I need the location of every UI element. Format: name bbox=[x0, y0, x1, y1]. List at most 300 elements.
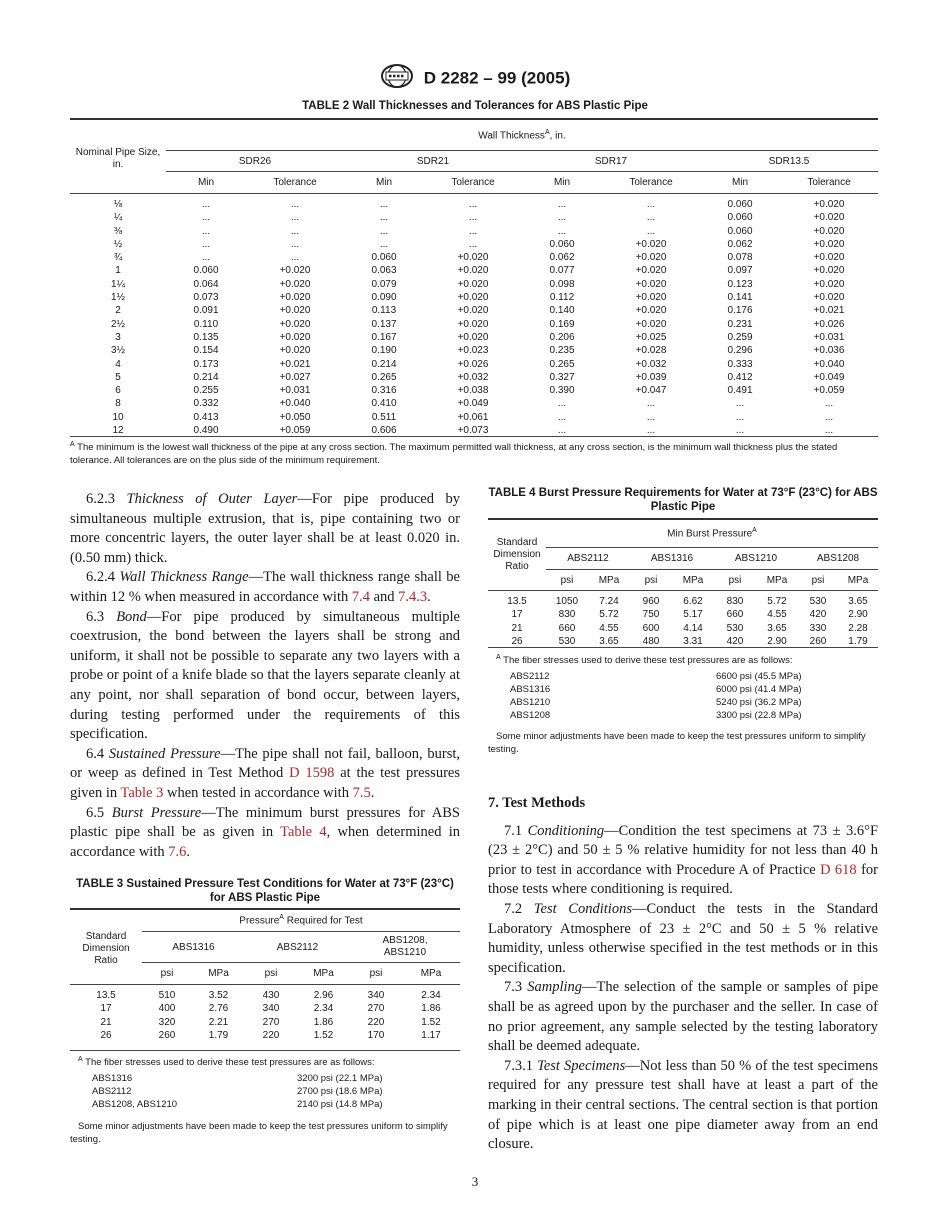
para-6-4: 6.4 Sustained Pressure—The pipe shall not fail, balloon, burst, or weep as defined in Test Method D 1598 at the test pressures given in Table 3 when tested in accordance with 7.5. bbox=[70, 745, 460, 801]
table3-unit: psi bbox=[142, 963, 192, 985]
table-row bbox=[70, 397, 878, 410]
table-row bbox=[70, 211, 878, 224]
table4-footnote: $^A$ The fiber stresses used to derive these test pressures are as follows: bbox=[488, 647, 878, 667]
table-cell: 4.55 bbox=[599, 622, 619, 634]
table-row bbox=[70, 194, 878, 212]
table-row bbox=[488, 608, 878, 621]
table-cell: 0.412 bbox=[727, 371, 753, 383]
table-cell: 2.34 bbox=[313, 1003, 334, 1015]
fiber-grade: ABS1210 bbox=[510, 697, 551, 708]
table-cell: 220 bbox=[367, 1016, 385, 1028]
table4-col-header: ABS2112 bbox=[546, 548, 630, 570]
table-cell: 330 bbox=[809, 622, 827, 634]
table-cell: 430 bbox=[262, 990, 280, 1001]
table-cell: 0.135 bbox=[193, 331, 219, 343]
table-cell: 0.176 bbox=[727, 305, 753, 317]
row-label: 26 bbox=[511, 635, 523, 647]
para-7-3-1: 7.3.1 Test Specimens—Not less than 50 % of the test specimens required for any pressure test shall have at least a part of the marking in their central sections. The central section is that portion of pipe which is at least one pipe diameter away from an end closure. bbox=[488, 1057, 878, 1153]
table-cell: 0.606 bbox=[371, 425, 397, 437]
table-cell: +0.020 bbox=[279, 345, 311, 357]
table-cell: 0.062 bbox=[727, 238, 753, 250]
table-cell: 0.316 bbox=[371, 385, 397, 397]
row-label: 1½ bbox=[111, 292, 125, 304]
table-cell: 510 bbox=[158, 990, 176, 1001]
table-cell: 0.060 bbox=[727, 199, 753, 210]
table-cell: 0.090 bbox=[371, 292, 397, 304]
table-cell: 0.113 bbox=[371, 305, 397, 317]
table-cell: +0.020 bbox=[279, 292, 311, 304]
table3-col-header: ABS1208, ABS1210 bbox=[350, 932, 460, 963]
table-cell: +0.020 bbox=[813, 252, 845, 264]
table-cell: +0.050 bbox=[279, 411, 311, 423]
table-cell: 400 bbox=[158, 1003, 176, 1015]
table-cell: 0.154 bbox=[193, 345, 219, 357]
table-cell: +0.020 bbox=[813, 225, 845, 237]
table4-note: Some minor adjustments have been made to keep the test pressures uniform to simplify testing. bbox=[488, 731, 866, 755]
page-number: 3 bbox=[471, 1174, 479, 1189]
para-6-5: 6.5 Burst Pressure—The minimum burst pressures for ABS plastic pipe shall be as given in Table 4, when determined in accordance with 7.6. bbox=[70, 804, 460, 860]
table-cell: 0.167 bbox=[371, 331, 397, 343]
table-cell: 0.235 bbox=[549, 345, 575, 357]
table-cell: 0.413 bbox=[193, 411, 219, 423]
table-cell: +0.020 bbox=[457, 278, 489, 290]
table4-unit: psi bbox=[798, 570, 838, 591]
table-cell: +0.020 bbox=[635, 305, 667, 317]
ref-link[interactable]: D 1598 bbox=[289, 765, 335, 782]
table-cell: ... bbox=[824, 425, 834, 437]
table-cell: ... bbox=[468, 238, 478, 250]
table-cell: 530 bbox=[558, 635, 576, 647]
table-cell: 960 bbox=[642, 596, 660, 607]
table-cell: 1050 bbox=[555, 596, 579, 607]
row-label: 26 bbox=[100, 1029, 112, 1041]
fiber-stress-value: 3300 psi (22.8 MPa) bbox=[716, 710, 802, 721]
table-cell: 0.491 bbox=[727, 385, 753, 397]
table-cell: 0.490 bbox=[193, 425, 219, 437]
ref-link[interactable]: D 618 bbox=[820, 861, 857, 878]
table-cell: ... bbox=[201, 199, 211, 210]
row-label: 2 bbox=[115, 305, 121, 317]
table-cell: 0.097 bbox=[727, 265, 753, 277]
table-cell: 2.96 bbox=[313, 990, 334, 1001]
table-cell: 0.077 bbox=[549, 265, 575, 277]
table-cell: ... bbox=[557, 411, 567, 423]
fiber-stress-value: 6000 psi (41.4 MPa) bbox=[716, 684, 802, 695]
table2-sub-header: Min bbox=[522, 172, 602, 194]
para-7-1: 7.1 Conditioning—Condition the test specimens at 73 ± 3.6°F (23 ± 2°C) and 50 ± 5 % relative humidity for not less than 40 h prior to test in accordance with Procedure A of Practice D 618 for those tests where conditioning is required. bbox=[488, 822, 879, 898]
table-cell: ... bbox=[290, 212, 300, 224]
table-cell: 0.123 bbox=[727, 278, 753, 290]
table-cell: +0.020 bbox=[813, 278, 845, 290]
table-row bbox=[70, 1029, 460, 1043]
row-label: 17 bbox=[100, 1003, 112, 1015]
table-cell: ... bbox=[290, 252, 300, 264]
table2-sub-header: Min bbox=[344, 172, 424, 194]
table-cell: +0.020 bbox=[457, 252, 489, 264]
table-cell: 0.206 bbox=[549, 331, 575, 343]
table-cell: 0.214 bbox=[371, 358, 397, 370]
table-cell: 3.65 bbox=[599, 635, 619, 647]
table3-unit: psi bbox=[350, 963, 402, 985]
table4-unit: MPa bbox=[756, 570, 798, 591]
table-cell: 220 bbox=[262, 1029, 280, 1041]
table-cell: +0.020 bbox=[813, 292, 845, 304]
table-cell: 2.90 bbox=[848, 609, 868, 621]
table-cell: 2.76 bbox=[208, 1003, 229, 1015]
row-label: 1¼ bbox=[111, 278, 125, 290]
table-row bbox=[70, 264, 878, 277]
table-cell: +0.031 bbox=[279, 385, 311, 397]
table-cell: 4.14 bbox=[683, 622, 703, 634]
table2-title: TABLE 2 Wall Thicknesses and Tolerances for ABS Plastic Pipe bbox=[302, 100, 648, 112]
table2-sub-header: Min bbox=[166, 172, 246, 194]
table-cell: 340 bbox=[367, 990, 385, 1001]
table-cell: ... bbox=[290, 238, 300, 250]
table-cell: 1.79 bbox=[208, 1029, 229, 1041]
row-label: 17 bbox=[511, 609, 523, 621]
table-cell: 0.112 bbox=[549, 292, 575, 304]
table-cell: 480 bbox=[642, 635, 660, 647]
table-cell: ... bbox=[201, 238, 211, 250]
table3-col-header: ABS1316 bbox=[142, 932, 245, 963]
para-6-2-3: 6.2.3 Thickness of Outer Layer—For pipe produced by simultaneous multiple extrusion, that is, pipe containing two or more concentric layers, the outer layer shall be at least 0.020 in. (0.50 mm) thick. bbox=[70, 491, 461, 566]
table-cell: +0.025 bbox=[635, 331, 667, 343]
table-cell: +0.032 bbox=[457, 371, 489, 383]
document-designation: D 2282 – 99 (2005) bbox=[423, 68, 571, 88]
table-cell: 0.190 bbox=[371, 345, 397, 357]
table-cell: 0.231 bbox=[727, 318, 753, 330]
table-cell: 0.060 bbox=[193, 265, 219, 277]
table-cell: +0.020 bbox=[635, 265, 667, 277]
table-cell: 260 bbox=[809, 635, 827, 647]
table-cell: +0.028 bbox=[635, 345, 667, 357]
row-label: ⅛ bbox=[113, 199, 123, 210]
table-cell: ... bbox=[557, 425, 567, 437]
table-cell: ... bbox=[824, 411, 834, 423]
table-cell: 340 bbox=[262, 1003, 280, 1015]
table-cell: 0.255 bbox=[193, 385, 219, 397]
table-cell: 0.332 bbox=[193, 398, 219, 410]
table-cell: 3.65 bbox=[767, 622, 787, 634]
table-cell: ... bbox=[646, 225, 656, 237]
table4-unit: psi bbox=[546, 570, 588, 591]
table4-unit: psi bbox=[630, 570, 672, 591]
table4-unit: psi bbox=[714, 570, 756, 591]
table-cell: 4.55 bbox=[767, 609, 787, 621]
table4 bbox=[488, 518, 878, 649]
table-row bbox=[488, 591, 878, 609]
table-cell: +0.020 bbox=[635, 318, 667, 330]
table-cell: ... bbox=[646, 411, 656, 423]
para-7-3: 7.3 Sampling—The selection of the sample or samples of pipe shall be as agreed upon by the purchaser and the seller. In case of no prior agreement, any sample selected by the testing laboratory shall be deemed adequate. bbox=[488, 979, 879, 1055]
table2-sub-header: Tolerance bbox=[780, 172, 878, 194]
table-cell: +0.020 bbox=[457, 305, 489, 317]
table-cell: ... bbox=[468, 212, 478, 224]
table-cell: 0.078 bbox=[727, 252, 753, 264]
table-cell: +0.027 bbox=[279, 371, 311, 383]
table-cell: 2.90 bbox=[767, 635, 787, 647]
table-row bbox=[70, 331, 878, 344]
table-cell: ... bbox=[557, 212, 567, 224]
table4-unit: MPa bbox=[672, 570, 714, 591]
table-row bbox=[70, 384, 878, 397]
ref-link[interactable]: 7.4.3 bbox=[398, 588, 428, 605]
table-cell: ... bbox=[290, 199, 300, 210]
table-cell: ... bbox=[735, 425, 745, 437]
table-cell: 0.098 bbox=[549, 278, 575, 290]
table4-stub-header: Standard Dimension Ratio bbox=[493, 537, 541, 572]
table-cell: 1.86 bbox=[313, 1016, 334, 1028]
table-cell: ... bbox=[646, 425, 656, 437]
fiber-grade: ABS1316 bbox=[510, 684, 551, 695]
table2-stub-header: Nominal Pipe Size, in. bbox=[75, 146, 161, 170]
table4-group-header: Min Burst Pressure$^A$ bbox=[667, 527, 757, 540]
table-cell: +0.020 bbox=[279, 318, 311, 330]
table4-col-header: ABS1208 bbox=[798, 548, 878, 570]
table-cell: 270 bbox=[367, 1003, 385, 1015]
table2-sub-header: Tolerance bbox=[602, 172, 700, 194]
table-row bbox=[70, 225, 878, 238]
table-cell: 0.140 bbox=[549, 305, 575, 317]
ref-link[interactable]: Table 3 bbox=[120, 784, 164, 801]
row-label: 21 bbox=[100, 1016, 112, 1028]
fiber-stress-value: 2140 psi (14.8 MPa) bbox=[297, 1099, 383, 1110]
right-column-text bbox=[488, 794, 878, 1155]
row-label: 5 bbox=[115, 371, 121, 383]
table-cell: ... bbox=[557, 398, 567, 410]
table-row bbox=[70, 304, 878, 317]
table-cell: +0.020 bbox=[279, 265, 311, 277]
table-cell: +0.020 bbox=[279, 278, 311, 290]
table-row bbox=[70, 411, 878, 424]
fiber-grade: ABS2112 bbox=[510, 671, 550, 682]
table-cell: 830 bbox=[558, 609, 576, 621]
table-cell: +0.040 bbox=[813, 358, 845, 370]
table-cell: 1.17 bbox=[421, 1029, 441, 1041]
row-label: 8 bbox=[115, 398, 121, 410]
table-cell: +0.026 bbox=[457, 358, 489, 370]
para-7-2: 7.2 Test Conditions—Conduct the tests in the Standard Laboratory Atmosphere of 23 ± 2°C and 50 ± 5 % relative humidity, unless otherwise specified in the test methods or in this specification. bbox=[488, 900, 878, 976]
table-row bbox=[70, 318, 878, 331]
ref-link[interactable]: 7.5 bbox=[352, 784, 371, 801]
table4-col-header: ABS1210 bbox=[714, 548, 798, 570]
table-cell: +0.020 bbox=[635, 238, 667, 250]
table4-unit: MPa bbox=[838, 570, 878, 591]
table3-note: Some minor adjustments have been made to keep the test pressures uniform to simplify testing. bbox=[70, 1121, 448, 1145]
table-row bbox=[70, 371, 878, 384]
table-cell: +0.020 bbox=[279, 331, 311, 343]
table-row bbox=[70, 358, 878, 371]
table3-stub-header: Standard Dimension Ratio bbox=[82, 931, 130, 966]
table3-unit: psi bbox=[245, 963, 297, 985]
table-cell: 0.511 bbox=[371, 411, 397, 423]
table-cell: +0.020 bbox=[279, 305, 311, 317]
table-cell: 5.72 bbox=[767, 596, 787, 607]
table-cell: 0.410 bbox=[371, 398, 397, 410]
table-cell: 7.24 bbox=[599, 596, 619, 607]
table-row bbox=[70, 344, 878, 357]
table-cell: 0.333 bbox=[727, 358, 753, 370]
table4-unit: MPa bbox=[588, 570, 630, 591]
table-row bbox=[70, 238, 878, 251]
table-cell: +0.020 bbox=[813, 238, 845, 250]
row-label: 10 bbox=[112, 411, 124, 423]
table-row bbox=[70, 251, 878, 264]
table-cell: +0.039 bbox=[635, 371, 667, 383]
table-cell: +0.020 bbox=[457, 292, 489, 304]
ref-link[interactable]: 7.4 bbox=[351, 588, 370, 605]
table-cell: +0.020 bbox=[813, 265, 845, 277]
table-cell: 0.265 bbox=[371, 371, 397, 383]
table-cell: +0.038 bbox=[457, 385, 489, 397]
table-cell: +0.020 bbox=[457, 331, 489, 343]
table-cell: 420 bbox=[809, 609, 827, 621]
table-row bbox=[70, 278, 878, 291]
table2-sub-header: Tolerance bbox=[424, 172, 522, 194]
table-cell: 830 bbox=[726, 596, 744, 607]
table-cell: 750 bbox=[642, 609, 660, 621]
row-label: ½ bbox=[113, 238, 123, 250]
table-cell: 260 bbox=[158, 1029, 176, 1041]
table-cell: 530 bbox=[726, 622, 744, 634]
table-row bbox=[70, 1002, 460, 1015]
row-label: 13.5 bbox=[96, 990, 116, 1001]
table3-col-header: ABS2112 bbox=[245, 932, 350, 963]
fiber-grade: ABS2112 bbox=[92, 1086, 132, 1097]
table-cell: 3.52 bbox=[208, 990, 229, 1001]
table2 bbox=[70, 118, 878, 438]
table-cell: +0.020 bbox=[457, 318, 489, 330]
table2-sdr-header: SDR26 bbox=[166, 151, 344, 172]
table-cell: 3.31 bbox=[683, 635, 703, 647]
table-cell: ... bbox=[557, 199, 567, 210]
table-cell: 660 bbox=[726, 609, 744, 621]
table-cell: 1.86 bbox=[421, 1003, 441, 1015]
table-cell: ... bbox=[468, 199, 478, 210]
table2-sub-header: Min bbox=[700, 172, 780, 194]
table-cell: 0.062 bbox=[549, 252, 575, 264]
table-cell: ... bbox=[557, 225, 567, 237]
table-cell: ... bbox=[646, 212, 656, 224]
left-column-text bbox=[70, 490, 460, 862]
table-cell: 0.079 bbox=[371, 278, 397, 290]
row-label: 21 bbox=[511, 622, 523, 634]
ref-link[interactable]: 7.6 bbox=[168, 843, 187, 860]
table-cell: ... bbox=[379, 212, 389, 224]
table-cell: 0.073 bbox=[193, 292, 219, 304]
row-label: ¾ bbox=[113, 252, 123, 264]
table-cell: +0.059 bbox=[813, 385, 845, 397]
table2-sdr-header: SDR13.5 bbox=[700, 151, 878, 172]
table3-unit: MPa bbox=[402, 963, 460, 985]
row-label: 6 bbox=[115, 385, 121, 397]
table-cell: +0.032 bbox=[635, 358, 667, 370]
table-cell: +0.020 bbox=[813, 199, 845, 210]
table-cell: 0.173 bbox=[193, 358, 219, 370]
table-cell: 3.65 bbox=[848, 596, 868, 607]
fiber-grade: ABS1316 bbox=[92, 1073, 133, 1084]
table-cell: 5.72 bbox=[599, 609, 619, 621]
table-cell: ... bbox=[646, 199, 656, 210]
fiber-stress-value: 5240 psi (36.2 MPa) bbox=[716, 697, 802, 708]
table-cell: +0.040 bbox=[279, 398, 311, 410]
table-cell: +0.020 bbox=[635, 278, 667, 290]
row-label: 3½ bbox=[111, 345, 125, 357]
table-cell: 0.296 bbox=[727, 345, 753, 357]
table-cell: 1.52 bbox=[421, 1016, 441, 1028]
table-cell: +0.031 bbox=[813, 331, 845, 343]
table-cell: ... bbox=[201, 252, 211, 264]
table-cell: +0.021 bbox=[813, 305, 845, 317]
fiber-stress-value: 6600 psi (45.5 MPa) bbox=[716, 671, 802, 682]
table-cell: 0.327 bbox=[549, 371, 575, 383]
row-label: 12 bbox=[112, 425, 124, 437]
table-row bbox=[70, 291, 878, 304]
table2-footnote: $^A$ The minimum is the lowest wall thickness of the pipe at any cross section. The maximum permitted wall thickness, at any cross section, is the minimum wall thickness plus the stated tolerance. All tolerances are on the plus side of the minimum requirement. bbox=[70, 436, 878, 467]
table-cell: 0.265 bbox=[549, 358, 575, 370]
astm-logo-icon bbox=[380, 63, 414, 94]
table-cell: 0.141 bbox=[727, 292, 753, 304]
table-cell: 2.34 bbox=[421, 990, 441, 1001]
table-row bbox=[70, 1016, 460, 1029]
table-cell: +0.059 bbox=[279, 425, 311, 437]
table-cell: 530 bbox=[809, 596, 827, 607]
table-cell: +0.020 bbox=[635, 252, 667, 264]
para-6-3: 6.3 Bond—For pipe produced by simultaneous multiple coextrusion, the bond between the layers shall be strong and uniform, it shall not be possible to separate any two layers with a probe or point of a knife blade so that the layers separate cleanly at any point, nor shall separation of bond occur, between layers, during testing performed under the requirements of this specification. bbox=[70, 608, 460, 743]
table-cell: 5.17 bbox=[683, 609, 703, 621]
table-cell: +0.023 bbox=[457, 345, 489, 357]
table-cell: ... bbox=[468, 225, 478, 237]
fiber-grade: ABS1208, ABS1210 bbox=[92, 1099, 178, 1110]
table-cell: 170 bbox=[367, 1029, 385, 1041]
table-cell: ... bbox=[290, 225, 300, 237]
table-cell: +0.026 bbox=[813, 318, 845, 330]
table-cell: ... bbox=[379, 238, 389, 250]
row-label: 4 bbox=[115, 358, 121, 370]
table-cell: 0.259 bbox=[727, 331, 753, 343]
table-cell: 0.110 bbox=[193, 318, 219, 330]
table-cell: ... bbox=[646, 398, 656, 410]
row-label: ¼ bbox=[113, 212, 123, 224]
table-row bbox=[70, 985, 460, 1003]
para-6-2-4: 6.2.4 Wall Thickness Range—The wall thickness range shall be within 12 % when measured in accordance with 7.4 and 7.4.3. bbox=[70, 569, 460, 605]
row-label: 1 bbox=[115, 265, 121, 277]
table3-unit: MPa bbox=[297, 963, 350, 985]
table3-group-header: Pressure$^A$ Required for Test bbox=[239, 914, 363, 927]
table2-group-header: Wall Thickness$^A$, in. bbox=[478, 128, 566, 142]
table-cell: +0.061 bbox=[457, 411, 489, 423]
table-cell: ... bbox=[201, 225, 211, 237]
section-heading: 7. Test Methods bbox=[488, 795, 586, 811]
table-cell: ... bbox=[824, 398, 834, 410]
table-cell: 0.060 bbox=[727, 212, 753, 224]
table-cell: +0.049 bbox=[457, 398, 489, 410]
ref-link[interactable]: Table 4 bbox=[280, 824, 327, 841]
table4-title: TABLE 4 Burst Pressure Requirements for Water at 73°F (23°C) for ABS Plastic Pipe bbox=[488, 487, 878, 513]
table-cell: 1.52 bbox=[313, 1029, 334, 1041]
table-row bbox=[488, 622, 878, 635]
table-cell: 2.21 bbox=[208, 1016, 229, 1028]
table2-sub-header: Tolerance bbox=[246, 172, 344, 194]
table-cell: ... bbox=[735, 411, 745, 423]
fiber-grade: ABS1208 bbox=[510, 710, 551, 721]
table-cell: 0.064 bbox=[193, 278, 219, 290]
table-cell: 0.091 bbox=[193, 305, 219, 317]
table2-sdr-header: SDR21 bbox=[344, 151, 522, 172]
table-cell: +0.036 bbox=[813, 345, 845, 357]
table-cell: +0.047 bbox=[635, 385, 667, 397]
page-header bbox=[0, 63, 950, 94]
